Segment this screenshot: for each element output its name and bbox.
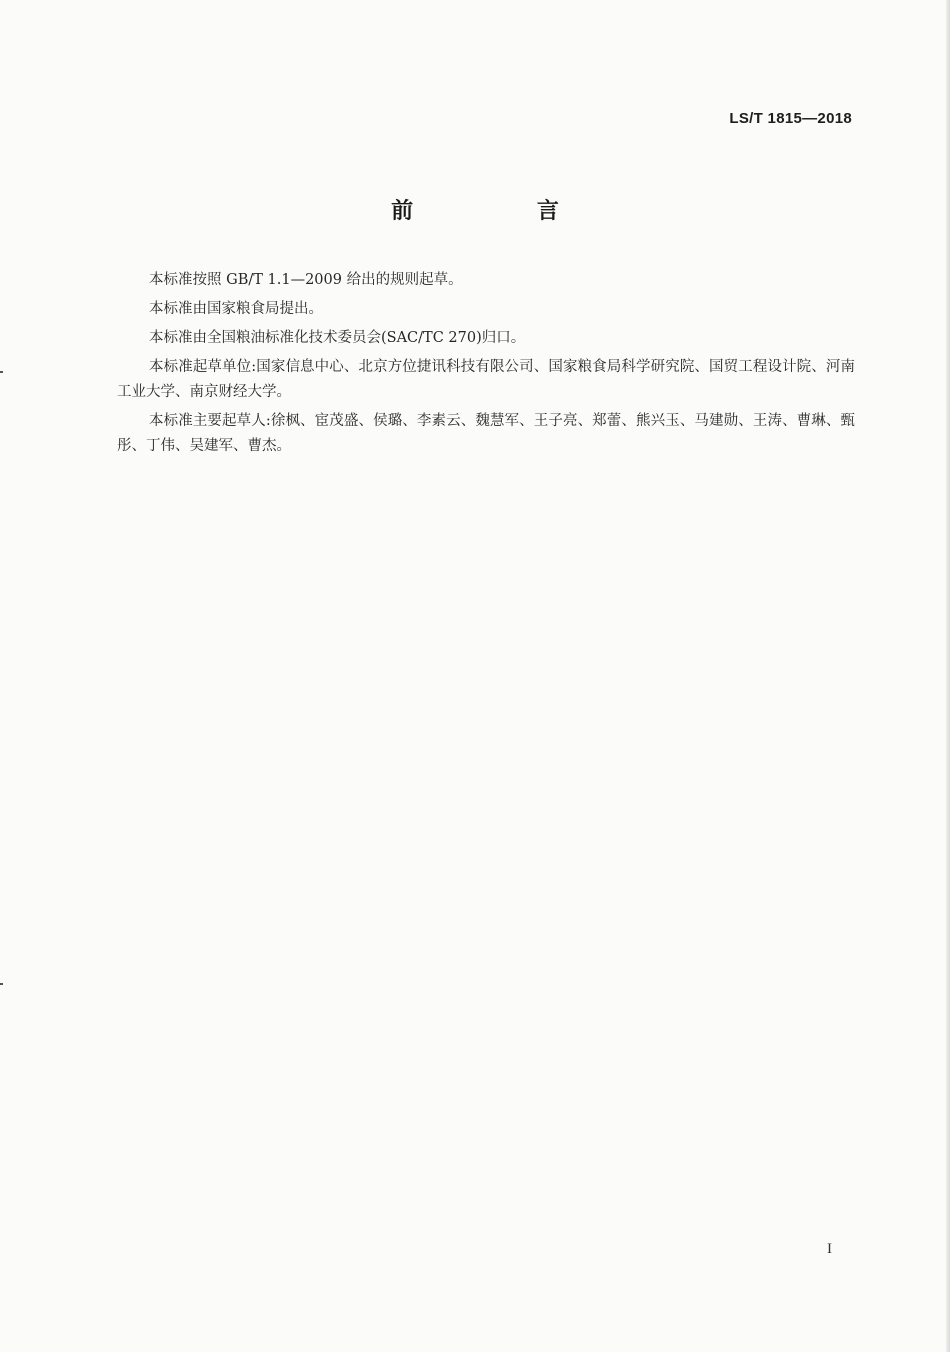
paragraph-drafting-units: 本标准起草单位:国家信息中心、北京方位捷讯科技有限公司、国家粮食局科学研究院、国贸工程设计院、河南工业大学、南京财经大学。 [117, 359, 855, 400]
paragraph-drafters: 本标准主要起草人:徐枫、宦茂盛、侯璐、李素云、魏慧军、王子亮、郑蕾、熊兴玉、马建勋、王涛、曹琳、甄彤、丁伟、吴建军、曹杰。 [117, 413, 855, 454]
scan-edge-mark [0, 371, 3, 373]
paragraph-committee: 本标准由全国粮油标准化技术委员会(SAC/TC 270)归口。 [149, 330, 526, 346]
standard-number: LS/T 1815—2018 [729, 110, 852, 127]
paragraph-drafting-rules: 本标准按照 GB/T 1.1—2009 给出的规则起草。 [149, 272, 463, 288]
page-number: I [827, 1241, 832, 1257]
foreword-body [117, 268, 855, 463]
paragraph-proposer: 本标准由国家粮食局提出。 [149, 301, 323, 317]
scan-edge-mark [0, 983, 3, 985]
page-title: 前 言 [391, 199, 617, 224]
